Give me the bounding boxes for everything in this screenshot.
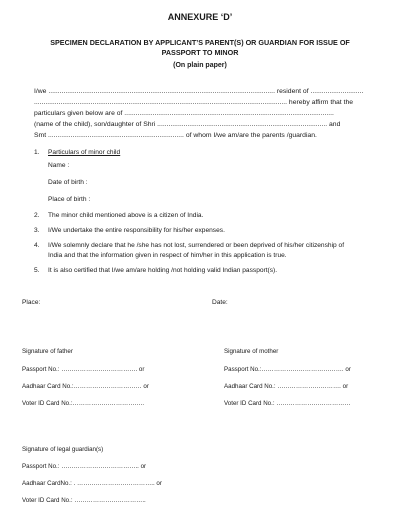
guardian-signature-heading: Signature of legal guardian(s) (22, 446, 104, 453)
item-1-text: Particulars of minor child (48, 149, 121, 156)
father-passport-field: Passport No.: ………………………………. or (22, 366, 145, 373)
plain-paper-note: (On plain paper) (173, 62, 227, 69)
item-4 (34, 241, 374, 251)
item-2 (34, 211, 374, 221)
mother-passport-field: Passport No.:…………………………………. or (224, 366, 351, 373)
guardian-passport-field: Passport No.: ……………………………….. or (22, 463, 147, 470)
item-4-text: I/We solemnly declare that he /she has not lost, surrendered or been deprived of his/her citizenship of (48, 242, 345, 249)
guardian-voter-field: Voter ID Card No.: …………………………….. (22, 497, 146, 504)
item-5 (34, 266, 374, 276)
declaration-line-2: ...................................................................................................................................... hereby affirm that the (34, 99, 354, 106)
declaration-line-5: Smt ........................................................................ of whom I/we am/are the parents /guardian. (34, 132, 317, 139)
child-pob-field: Place of birth : (48, 196, 91, 203)
item-4-text-2: India and that the information given in respect of him/her in this application is true. (48, 251, 287, 259)
page-title: ANNEXURE ‘D’ (167, 12, 233, 22)
child-name-field: Name : (48, 162, 70, 169)
item-3-number: 3. (34, 227, 40, 234)
mother-signature-heading: Signature of mother (224, 348, 279, 355)
mother-voter-field: Voter ID Card No.: ……………………………… (224, 400, 351, 407)
father-voter-field: Voter ID Card No.:…………………………….. (22, 400, 145, 407)
declaration-line-4: (name of the child), son/daughter of Shri .......................................................................................... and (34, 121, 341, 128)
item-5-number: 5. (34, 267, 40, 274)
item-3 (34, 226, 374, 236)
item-2-number: 2. (34, 212, 40, 219)
subtitle-line-2: PASSPORT TO MINOR (161, 48, 239, 57)
item-2-text: The minor child mentioned above is a citizen of India. (48, 212, 204, 219)
mother-aadhaar-field: Aadhaar Card No.: …………………………. or (224, 383, 349, 390)
declaration-line-3: particulars given below are of ............................................................................................................... (34, 110, 334, 117)
item-1-number: 1. (34, 149, 40, 156)
item-1 (34, 148, 374, 158)
item-4-continued (34, 251, 374, 261)
item-3-text: I/We undertake the entire responsibility for his/her expenses. (48, 227, 225, 234)
father-aadhaar-field: Aadhaar Card No.:…………………………… or (22, 383, 149, 390)
father-signature-heading: Signature of father (22, 348, 73, 355)
date-label: Date: (212, 299, 228, 306)
child-dob-field: Date of birth : (48, 179, 88, 186)
subtitle-line-1: SPECIMEN DECLARATION BY APPLICANT’S PARENT(S) OR GUARDIAN FOR ISSUE OF (50, 38, 350, 47)
item-4-number: 4. (34, 242, 40, 249)
place-label: Place: (22, 299, 41, 306)
item-5-text: It is also certified that I/we am/are holding /not holding valid Indian passport(s). (48, 267, 278, 274)
guardian-aadhaar-field: Aadhaar CardNo.: . ……………………………….. or (22, 480, 162, 487)
declaration-line-1: I/we ........................................................................................................................ resident of ............................ (34, 88, 364, 95)
